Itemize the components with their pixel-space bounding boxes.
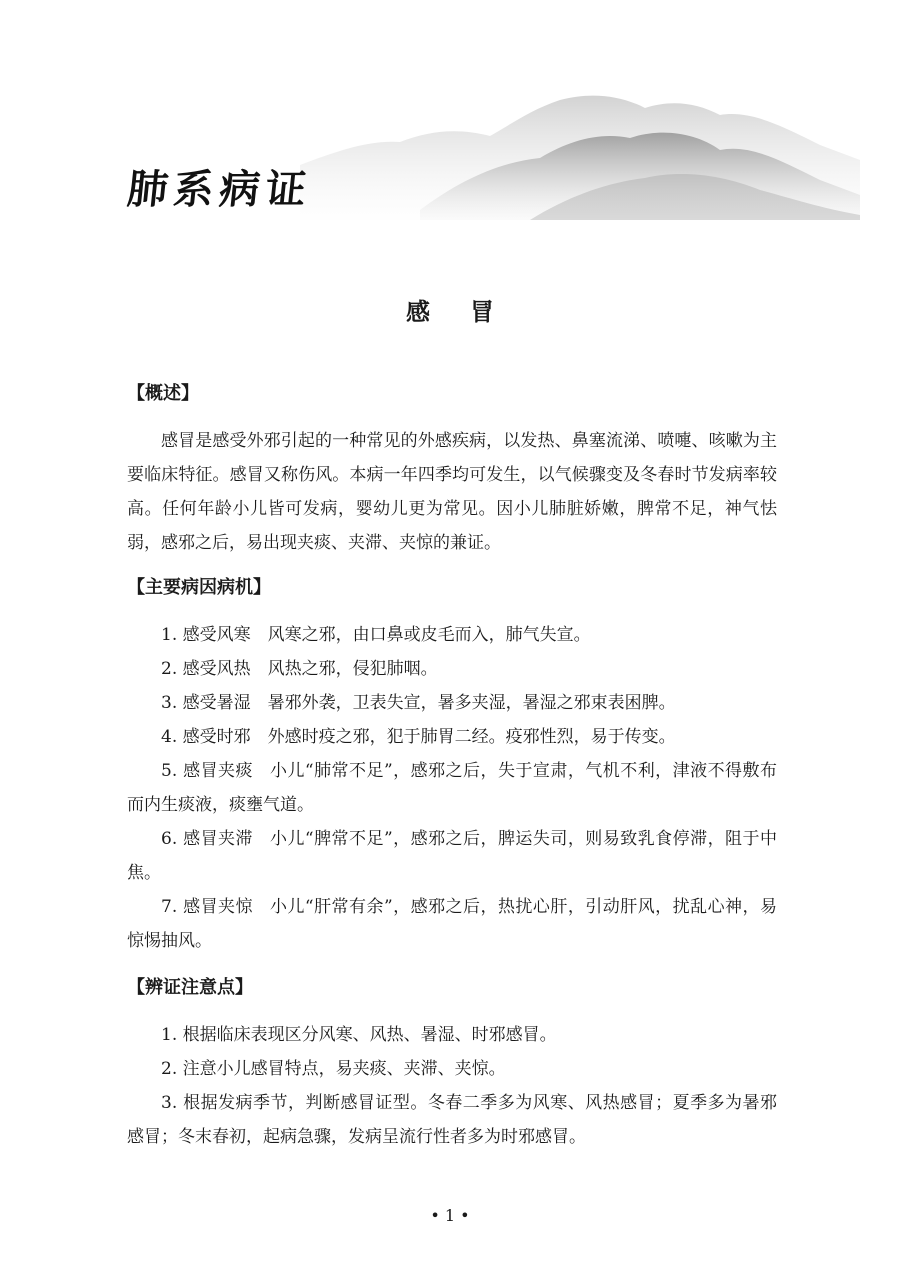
item-text: 外感时疫之邪，犯于肺胃二经。疫邪性烈，易于传变。 (267, 727, 676, 747)
section-title: 感冒 (406, 298, 534, 326)
causes-section (127, 572, 777, 958)
item-text: 暑邪外袭，卫表失宣，暑多夹湿，暑湿之邪束表困脾。 (267, 693, 676, 713)
list-item: 2. 注意小儿感冒特点，易夹痰、夹滞、夹惊。 (161, 1059, 506, 1079)
item-label: 7. 感冒夹惊 (161, 897, 253, 917)
causes-list (127, 618, 777, 958)
list-item (127, 720, 777, 754)
chapter-title: 肺系病证 (125, 167, 315, 213)
item-text: 小儿“肺常不足”，感邪之后，失于宣肃，气机不利，津液不得敷布而内生痰液，痰壅气道。 (127, 761, 777, 815)
list-item: 1. 根据临床表现区分风寒、风热、暑湿、时邪感冒。 (161, 1025, 557, 1045)
item-label: 2. 感受风热 (161, 659, 251, 679)
list-item (127, 754, 777, 822)
list-item (127, 618, 777, 652)
item-text: 风热之邪，侵犯肺咽。 (267, 659, 438, 679)
item-label: 3. 感受暑湿 (161, 693, 251, 713)
item-label: 6. 感冒夹滞 (161, 829, 253, 849)
list-item (127, 652, 777, 686)
main-content (127, 378, 777, 1168)
item-text: 风寒之邪，由口鼻或皮毛而入，肺气失宣。 (267, 625, 591, 645)
mountain-ink-illustration (300, 70, 860, 220)
item-label: 1. 感受风寒 (161, 625, 251, 645)
item-text: 小儿“肝常有余”，感邪之后，热扰心肝，引动肝风，扰乱心神，易惊惕抽风。 (127, 897, 777, 951)
causes-heading: 【主要病因病机】 (127, 577, 271, 598)
page-number: • 1 • (430, 1206, 470, 1225)
overview-heading: 【概述】 (127, 383, 199, 404)
notes-list (127, 1018, 777, 1154)
notes-heading: 【辨证注意点】 (127, 977, 253, 998)
overview-section (127, 378, 777, 560)
list-item (127, 822, 777, 890)
list-item: 3. 根据发病季节，判断感冒证型。冬春二季多为风寒、风热感冒；夏季多为暑邪感冒；冬末春初，起病急骤，发病呈流行性者多为时邪感冒。 (127, 1093, 777, 1147)
list-item (127, 890, 777, 958)
item-text: 小儿“脾常不足”，感邪之后，脾运失司，则易致乳食停滞，阻于中焦。 (127, 829, 777, 883)
item-label: 5. 感冒夹痰 (161, 761, 253, 781)
item-label: 4. 感受时邪 (161, 727, 251, 747)
notes-section (127, 972, 777, 1154)
overview-paragraph: 感冒是感受外邪引起的一种常见的外感疾病，以发热、鼻塞流涕、喷嚏、咳嗽为主要临床特征。感冒又称伤风。本病一年四季均可发生，以气候骤变及冬春时节发病率较高。任何年龄小儿皆可发病，婴幼儿更为常见。因小儿肺脏娇嫩，脾常不足，神气怯弱，感邪之后，易出现夹痰、夹滞、夹惊的兼证。 (127, 431, 777, 553)
list-item (127, 686, 777, 720)
